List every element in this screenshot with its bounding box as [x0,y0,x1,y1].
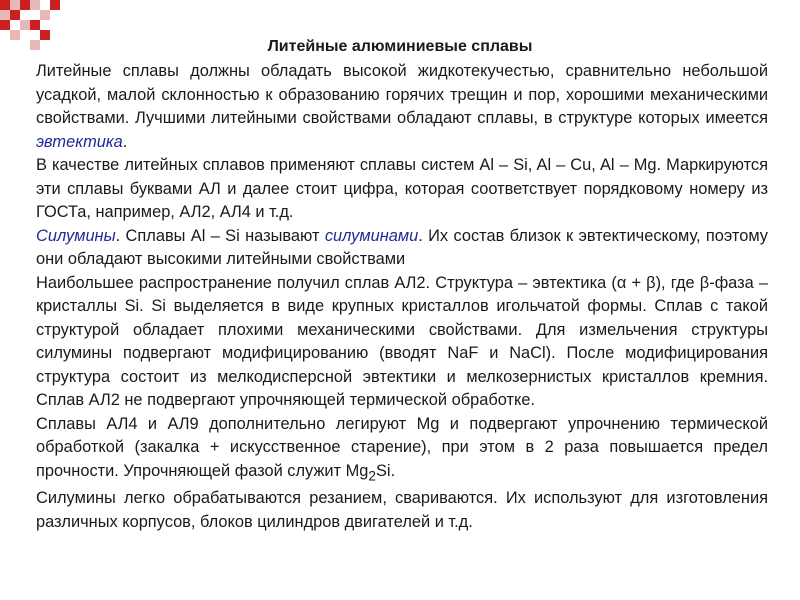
square-icon [10,10,20,20]
square-icon [30,20,40,30]
slide-title: Литейные алюминиевые сплавы [267,38,533,55]
paragraph-silumins [36,225,768,272]
square-icon [0,20,10,30]
paragraph-castability [36,60,768,154]
paragraph-alloy-systems: В качестве литейных сплавов применяют сплавы систем Al – Si, Al – Cu, Al – Mg. Маркируются эти сплавы буквами АЛ и далее стоит цифра, которая соответствует порядковому номеру из ГОСТа, например, АЛ2, АЛ4 и т.д. [36,156,768,221]
square-icon [30,0,40,10]
paragraph-al4-al9 [36,413,768,488]
paragraph-usage: Силумины легко обрабатываются резанием, свариваются. Их используют для изготовления различных корпусов, блоков цилиндров двигателей и т.д. [36,489,768,531]
paragraph-al2: Наибольшее распространение получил сплав АЛ2. Структура – эвтектика (α + β), где β-фаза – кристаллы Si. Si выделяется в виде крупных кристаллов игольчатой формы. Сплав с такой структурой обладает плохими механическими свойствами. Для измельчения структуры силумины подвергают модифицированию (вводят NaF и NaCl). После модифицирования структура состоит из мелкодисперсной эвтектики и мелкозернистых кристаллов кремния. Сплав АЛ2 не подвергают упрочняющей термической обработке. [36,273,768,409]
square-icon [10,0,20,10]
square-icon [20,20,30,30]
term-eutectic[interactable]: эвтектика [36,132,123,151]
term-silumins-heading[interactable]: Силумины [36,226,116,245]
text: Si. [376,461,396,480]
square-icon [50,0,60,10]
text: . Сплавы Al – Si называют [115,226,325,245]
square-icon [0,0,10,10]
subscript: 2 [368,467,376,483]
square-icon [20,0,30,10]
text: . Их состав близок к эвтектическому, поэтому они обладают высокими литейными свойствами [36,226,768,268]
text: Литейные сплавы должны обладать высокой жидкотекучестью, сравнительно небольшой усадкой, малой склонностью к образованию горячих трещин и пор, хорошими механическими свойствами. Лучшими литейными свойствами обладают сплавы, в структуре которых имеется [36,62,768,127]
term-silumins[interactable]: силуминами [324,226,419,245]
slide-body [36,60,768,534]
square-icon [0,10,10,20]
text: Сплавы АЛ4 и АЛ9 дополнительно легируют Mg и подвергают упрочнению термической обработкой (закалка + искусственное старение), при этом в 2 раза повышается предел прочности. Упрочняющей фазой служит Mg [36,414,768,480]
text: . [122,132,128,151]
square-icon [40,10,50,20]
